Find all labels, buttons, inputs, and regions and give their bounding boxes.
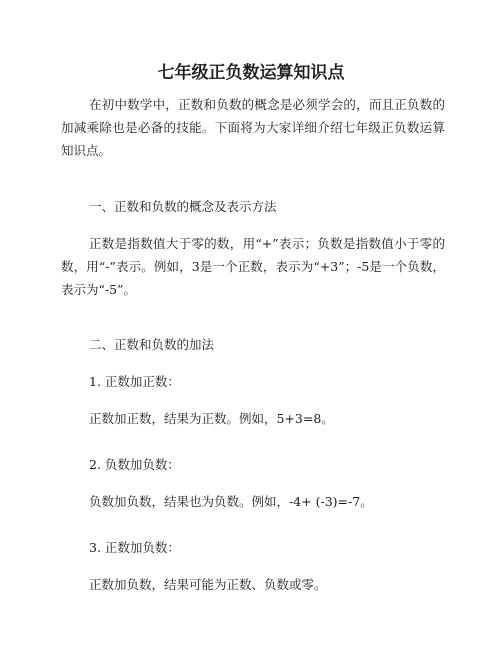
list-item-body: 正数加正数，结果为正数。例如，5+3=8。 bbox=[89, 411, 334, 426]
list-item-body: 负数加负数，结果也为负数。例如，-4+ (-3)=-7。 bbox=[89, 494, 373, 509]
section-heading-concepts: 一、正数和负数的概念及表示方法 bbox=[89, 199, 277, 214]
list-item-label: 1. 正数加正数： bbox=[89, 374, 180, 389]
section-body-concepts: 正数是指数值大于零的数，用“+”表示；负数是指数值小于零的数，用“-”表示。例如，3是一个正数，表示为“+3”；-5是一个负数，表示为“-5”。 bbox=[61, 236, 445, 297]
list-item-label: 3. 正数加负数： bbox=[89, 540, 180, 555]
intro-paragraph: 在初中数学中，正数和负数的概念是必须学会的，而且正负数的加减乘除也是必备的技能。下面将为大家详细介绍七年级正负数运算知识点。 bbox=[61, 97, 445, 158]
section-heading-addition: 二、正数和负数的加法 bbox=[89, 337, 215, 352]
list-item-label: 2. 负数加负数： bbox=[89, 457, 180, 472]
page-title: 七年级正负数运算知识点 bbox=[157, 63, 345, 83]
list-item-body: 正数加负数，结果可能为正数、负数或零。 bbox=[89, 577, 327, 592]
